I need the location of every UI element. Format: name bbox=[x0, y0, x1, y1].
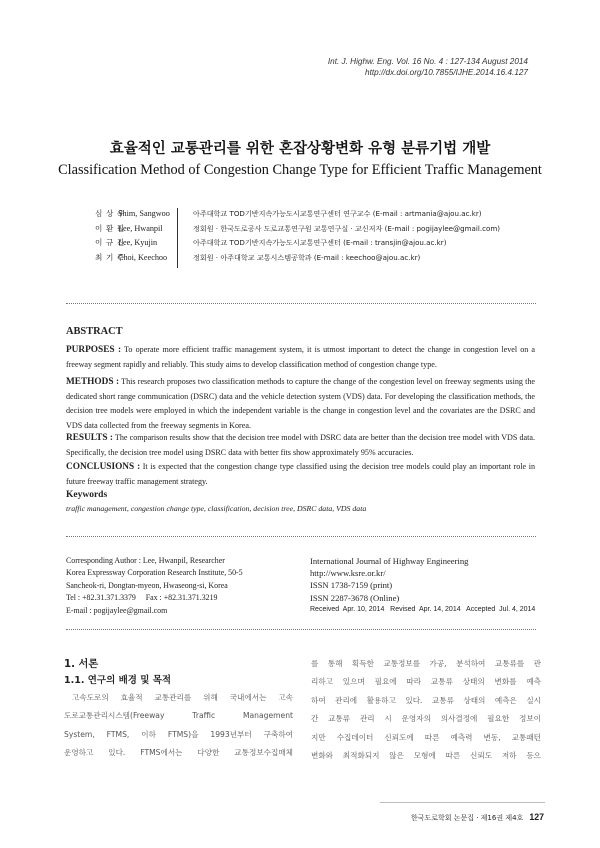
results-label: RESULTS : bbox=[66, 433, 113, 443]
abstract-heading: ABSTRACT bbox=[66, 326, 123, 337]
title-english: Classification Method of Congestion Change Type for Efficient Traffic Management bbox=[58, 162, 542, 178]
corresponding-institute: Korea Expressway Corporation Research Institute, 50-5 bbox=[66, 568, 243, 578]
purposes-text: To operate more efficient traffic management system, it is utmost important to detect the change in congestion level on a freeway segment rapidly and reliably. This study aims to develop classification method of congestion change type. bbox=[66, 345, 535, 369]
journal-name: International Journal of Highway Engineering bbox=[310, 556, 469, 566]
journal-header bbox=[328, 56, 528, 78]
author-name-ko: 이 환 필 bbox=[95, 223, 125, 233]
author-name-en: Lee, Kyujin bbox=[118, 238, 158, 248]
keywords-text: traffic management, congestion change type, classification, decision tree, DSRC data, VDS data bbox=[66, 504, 367, 513]
author-name-en: Lee, Hwanpil bbox=[118, 223, 163, 233]
page-footer bbox=[411, 812, 544, 823]
author-affiliations bbox=[193, 207, 553, 265]
body-line: 리하고 있으며 필요에 따라 교통류 상태의 변화를 예측 bbox=[311, 677, 541, 687]
journal-citation: Int. J. Highw. Eng. Vol. 16 No. 4 : 127-134 August 2014 bbox=[327, 57, 528, 66]
doi-link[interactable]: http://dx.doi.org/10.7855/IJHE.2014.16.4.127 bbox=[365, 68, 528, 77]
abstract-conclusions bbox=[66, 460, 535, 489]
methods-text: This research proposes two classification methods to capture the change of the congestion level on freeway segments using the dedicated short range communication (DSRC) data and the vehicle detection system (VDS) data. For developing the classification methods, the decision tree models were employed in which the independent variable is the change in congestion level and the covariates are the DSRC and VDS data collected from the freeway segments in Korea. bbox=[66, 377, 536, 430]
footer-rule bbox=[380, 802, 545, 803]
abstract-purposes bbox=[66, 343, 535, 372]
abstract-methods bbox=[66, 375, 535, 433]
page-number: 127 bbox=[529, 812, 544, 822]
body-line: 도로교통관리시스템(Freeway Traffic Management bbox=[64, 711, 293, 721]
body-line: 변화와 최적화되지 않은 모형에 따른 신뢰도 저하 등으 bbox=[311, 751, 541, 761]
author-name-ko: 최 기 주 bbox=[95, 252, 125, 262]
body-line: 를 통해 획득한 교통정보를 가공, 분석하여 교통류를 관 bbox=[311, 659, 541, 668]
conclusions-label: CONCLUSIONS : bbox=[66, 462, 141, 472]
author-affiliation: 정회원 · 아주대학교 교통시스템공학과 (E-mail : keechoo@ajou.ac.kr) bbox=[193, 252, 421, 262]
author-name-en: Choi, Keechoo bbox=[118, 252, 168, 262]
issn-print: ISSN 1738-7159 (print) bbox=[310, 580, 393, 591]
journal-url[interactable]: http://www.ksre.or.kr/ bbox=[310, 568, 386, 579]
body-line: System, FTMS, 이하 FTMS)을 1993년부터 구축하여 bbox=[64, 729, 293, 739]
body-left-column bbox=[64, 689, 293, 763]
author-affiliation: 정회원 · 한국도로공사 도로교통연구원 교통연구실 · 교신저자 (E-mail : pogijaylee@gmail.com) bbox=[193, 223, 501, 233]
issn-online: ISSN 2287-3678 (Online) bbox=[310, 592, 400, 603]
dotted-divider bbox=[66, 303, 536, 304]
author-affiliation: 아주대학교 TOD기반지속가능도시교통연구센터 (E-mail : transjin@ajou.ac.kr) bbox=[193, 238, 447, 248]
corresponding-author-block bbox=[66, 555, 306, 617]
conclusions-text: It is expected that the congestion change type classified using the decision tree models could play an important role in future freeway traffic management strategy. bbox=[66, 462, 535, 486]
corresponding-address: Sancheok-ri, Dongtan-myeon, Hwaseong-si, Korea bbox=[66, 580, 228, 590]
body-line: 하여 관리에 활용하고 있다. 교통류 상태의 예측은 실시 bbox=[311, 695, 541, 705]
body-line: 운영하고 있다. FTMS에서는 다양한 교통정보수집매체 bbox=[64, 748, 293, 758]
journal-info-block bbox=[310, 555, 550, 616]
submission-dates: Received Apr. 10, 2014 Revised Apr. 14, 2014 Accepted Jul. 4, 2014 bbox=[310, 605, 536, 613]
corresponding-tel-fax: Tel : +82.31.371.3379 Fax : +82.31.371.3219 bbox=[66, 593, 218, 603]
author-name-ko: 심 상 우 bbox=[95, 209, 125, 218]
dotted-divider bbox=[66, 629, 536, 630]
author-affiliation: 아주대학교 TOD기반지속가능도시교통연구센터 연구교수 (E-mail : artmania@ajou.ac.kr) bbox=[193, 209, 482, 218]
body-line: 간 교통류 관리 시 운영자의 의사결정에 필요한 정보이 bbox=[311, 714, 541, 724]
keywords-heading: Keywords bbox=[66, 490, 108, 500]
corresponding-email[interactable]: E-mail : pogijaylee@gmail.com bbox=[66, 605, 168, 615]
dotted-divider bbox=[66, 536, 536, 537]
corresponding-author: Corresponding Author : Lee, Hwanpil, Researcher bbox=[66, 556, 225, 565]
section-title: 1. 서론 bbox=[64, 659, 99, 670]
results-text: The comparison results show that the decision tree model with DSRC data are better than the decision tree model with VDS data. Specifically, the decision tree model using DSRC data with better fits show approximately 95% accuracies. bbox=[66, 433, 535, 457]
body-line: 고속도로의 효율적 교통관리를 위해 국내에서는 고속 bbox=[72, 693, 293, 702]
author-name-en: Shim, Sangwoo bbox=[118, 209, 170, 218]
title-korean: 효율적인 교통관리를 위한 혼잡상황변화 유형 분류기법 개발 bbox=[109, 141, 491, 157]
body-right-column bbox=[311, 655, 541, 765]
purposes-label: PURPOSES : bbox=[66, 345, 122, 355]
author-name-ko: 이 규 진 bbox=[95, 238, 125, 248]
footer-journal: 한국도로학회 논문집 · 제16권 제4호 bbox=[410, 814, 524, 822]
body-line: 지만 수집데이터 신뢰도에 따른 예측력 변동, 교통패턴 bbox=[311, 732, 541, 742]
methods-label: METHODS : bbox=[66, 377, 120, 387]
abstract-results bbox=[66, 431, 535, 460]
subsection-title: 1.1. 연구의 배경 및 목적 bbox=[64, 675, 172, 686]
author-divider bbox=[177, 208, 178, 268]
